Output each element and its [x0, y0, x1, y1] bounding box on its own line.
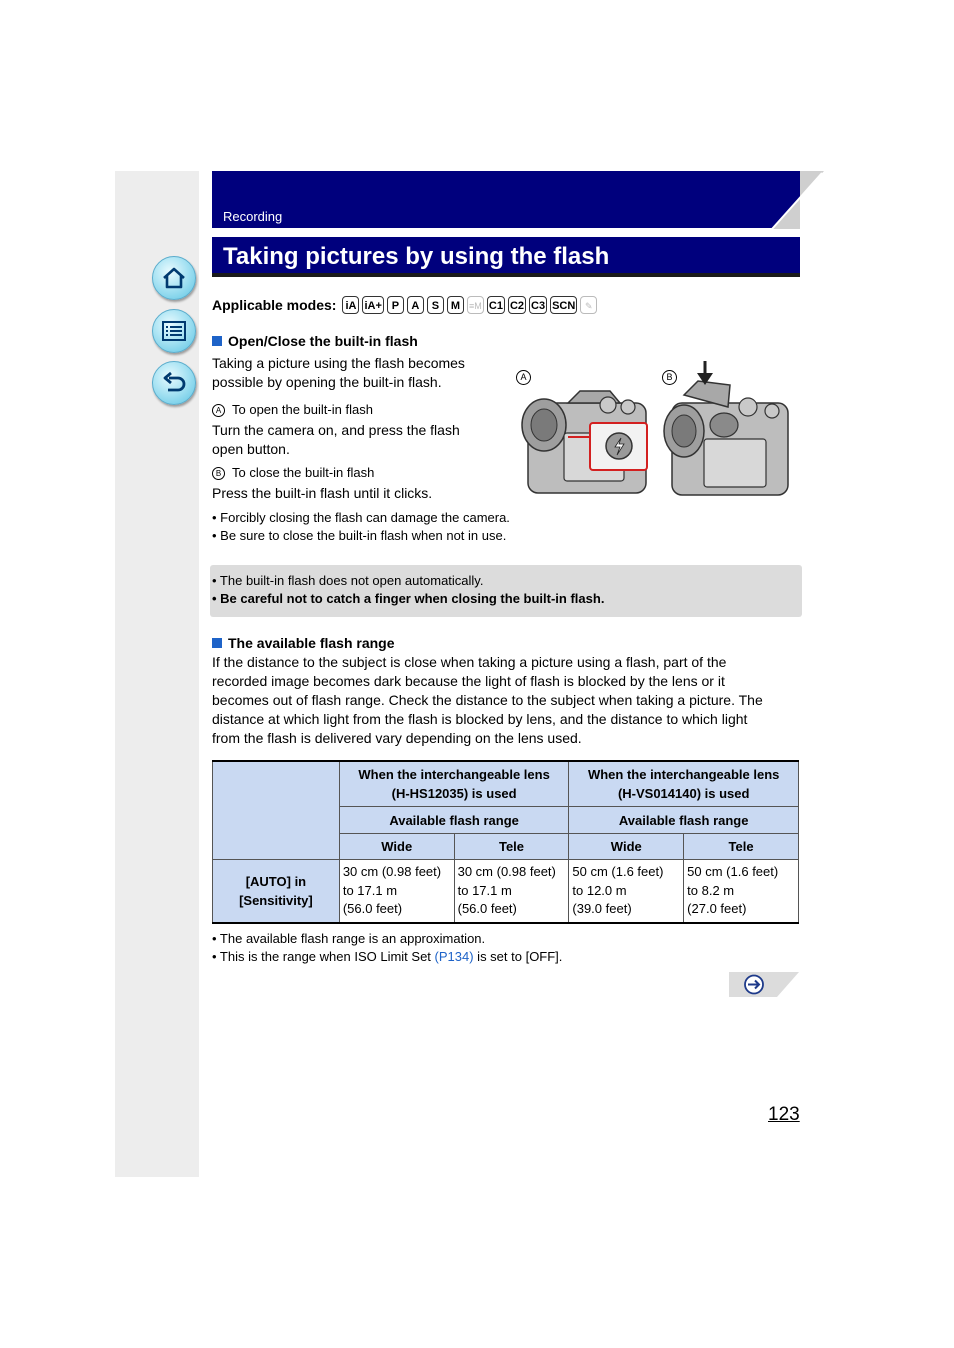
cell-lens1-wide: 30 cm (0.98 feet) to 17.1 m (56.0 feet) [339, 860, 454, 923]
table-bottom-rule [212, 922, 799, 924]
footnote-approximation: • The available flash range is an approximation. [212, 931, 486, 946]
home-icon [160, 264, 188, 292]
illustration-marker-a: A [516, 370, 531, 385]
bullet-be-sure: • Be sure to close the built-in flash when not in use. [212, 528, 507, 543]
marker-a-icon: A [212, 404, 225, 417]
cell-lens2-wide: 50 cm (1.6 feet) to 12.0 m (39.0 feet) [569, 860, 684, 923]
illustration-marker-b: B [662, 370, 677, 385]
section-square-icon [212, 638, 222, 648]
row-label-auto-sensitivity: [AUTO] in [Sensitivity] [213, 860, 340, 923]
mode-a-icon: A [407, 296, 424, 314]
mode-s-icon: S [427, 296, 444, 314]
lens1-wide-header: Wide [339, 834, 454, 860]
lens2-tele-header: Tele [684, 834, 799, 860]
flash-range-table [212, 761, 799, 923]
mode-c3-icon: C3 [529, 296, 547, 314]
mode-movie-m-icon: ≡M [467, 296, 484, 314]
camera-illustration [508, 355, 800, 505]
lens2-header: When the interchangeable lens (H-VS014140) is used [569, 762, 799, 807]
p134-link[interactable]: (P134) [434, 949, 474, 964]
open-close-heading: Open/Close the built-in flash [212, 333, 418, 349]
back-arrow-icon [160, 369, 188, 397]
lens2-wide-header: Wide [569, 834, 684, 860]
close-flash-text: Press the built-in flash until it clicks. [212, 485, 433, 501]
mode-c1-icon: C1 [487, 296, 505, 314]
footnote-iso-limit: • This is the range when ISO Limit Set (P134) is set to [OFF]. [212, 949, 563, 964]
modes-label: Applicable modes: [212, 297, 337, 313]
menu-button[interactable] [152, 309, 196, 353]
flash-range-paragraph: If the distance to the subject is close when taking a picture using a flash, part of the recorded image becomes dark because the light of flash is blocked by the lens or it becomes out of flash range. Check the distance to the subject when taking a picture. The distance at which light from the flash is blocked by lens, and the distance to which light from the flash is delivered vary depending on the lens used. [212, 654, 763, 746]
mode-ia-icon: iA [342, 296, 359, 314]
page-number: 123 [768, 1104, 800, 1125]
home-button[interactable] [152, 256, 196, 300]
table-top-rule [212, 760, 799, 762]
applicable-modes [212, 294, 600, 316]
intro-text: Taking a picture using the flash becomes possible by opening the built-in flash. [212, 355, 465, 390]
open-flash-label: A To open the built-in flash [212, 401, 373, 419]
mode-scn-icon: SCN [550, 296, 577, 314]
mode-ia-plus-icon: iA+ [362, 296, 383, 314]
mode-m-icon: M [447, 296, 464, 314]
next-page-button[interactable] [729, 972, 799, 997]
table-corner-cell [213, 762, 340, 860]
lens2-range-label: Available flash range [569, 807, 799, 834]
cell-lens1-tele: 30 cm (0.98 feet) to 17.1 m (56.0 feet) [454, 860, 569, 923]
bullet-forcibly: • Forcibly closing the flash can damage the camera. [212, 510, 510, 525]
page-title: Taking pictures by using the flash [223, 243, 610, 270]
mode-p-icon: P [387, 296, 404, 314]
lens1-header: When the interchangeable lens (H-HS12035) is used [339, 762, 569, 807]
open-flash-text: Turn the camera on, and press the flash open button. [212, 422, 460, 457]
mode-creative-icon: ✎ [580, 296, 597, 314]
section-square-icon [212, 336, 222, 346]
menu-list-icon [160, 317, 188, 345]
lens1-tele-header: Tele [454, 834, 569, 860]
camera-a-drawing [522, 391, 647, 493]
cell-lens2-tele: 50 cm (1.6 feet) to 8.2 m (27.0 feet) [684, 860, 799, 923]
next-arrow-icon [745, 976, 763, 994]
flash-range-heading: The available flash range [212, 635, 395, 651]
marker-b-icon: B [212, 467, 225, 480]
section-label: Recording [223, 209, 283, 224]
mode-c2-icon: C2 [508, 296, 526, 314]
lens1-range-label: Available flash range [339, 807, 569, 834]
back-button[interactable] [152, 361, 196, 405]
close-flash-label: B To close the built-in flash [212, 464, 374, 482]
note-line-1: • The built-in flash does not open automatically. [212, 573, 484, 588]
note-line-2: • Be careful not to catch a finger when closing the built-in flash. [212, 591, 605, 606]
camera-b-drawing [664, 361, 788, 495]
